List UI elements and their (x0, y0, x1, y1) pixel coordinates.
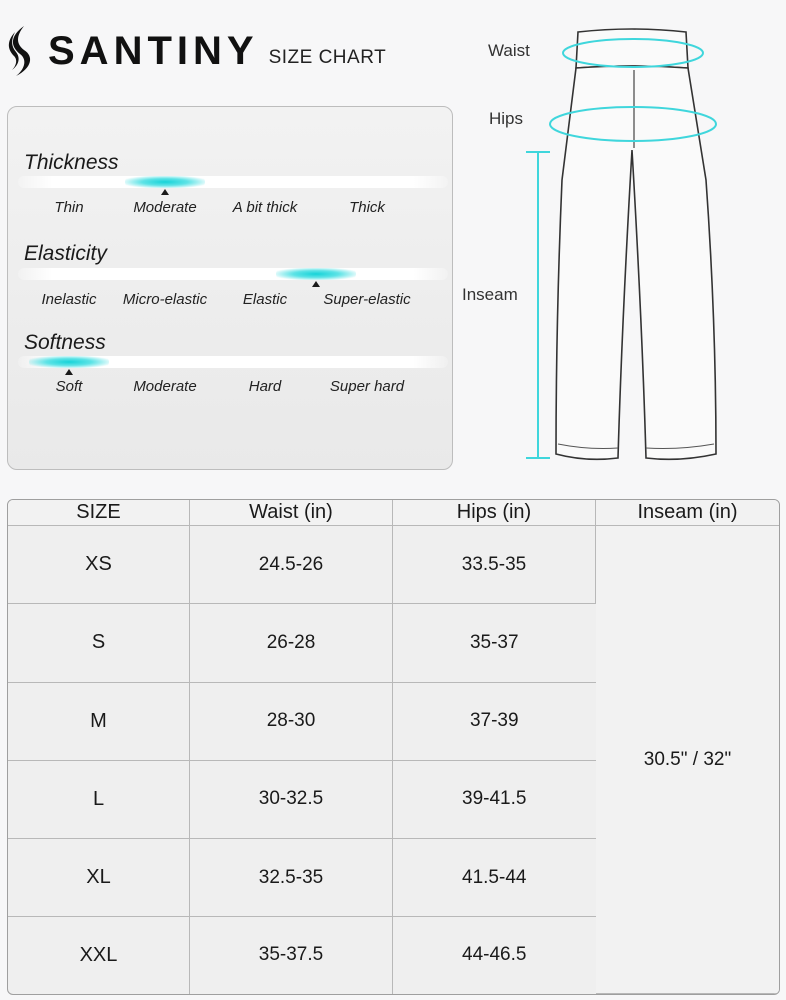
header-size: SIZE (8, 500, 190, 526)
cell-size: L (8, 760, 190, 838)
header-waist: Waist (in) (190, 500, 393, 526)
cell-size: XS (8, 526, 190, 604)
pants-measurement-diagram (462, 20, 786, 470)
property-option: Super-elastic (323, 291, 411, 308)
cell-inseam: 30.5" / 32" (596, 526, 780, 994)
cell-size: XXL (8, 917, 190, 994)
property-level-highlight (125, 176, 205, 188)
cell-size: XL (8, 839, 190, 917)
cell-hips: 33.5-35 (393, 526, 596, 604)
waist-label: Waist (488, 41, 530, 60)
property-scale-track (18, 176, 448, 188)
table-header-row (8, 500, 779, 526)
property-option: Moderate (133, 378, 197, 395)
page-subtitle: SIZE CHART (268, 47, 387, 68)
property-option: Soft (55, 378, 83, 395)
cell-waist: 35-37.5 (190, 917, 393, 994)
fabric-properties-panel (7, 106, 453, 470)
brand-header (6, 22, 386, 80)
property-option: Thick (349, 199, 385, 216)
property-option: Moderate (133, 199, 197, 216)
cell-hips: 35-37 (393, 604, 596, 682)
header-hips: Hips (in) (393, 500, 596, 526)
table-row (8, 526, 779, 604)
property-level-highlight (29, 356, 109, 368)
property-level-highlight (276, 268, 356, 280)
size-chart-table (7, 499, 780, 995)
property-option: Micro-elastic (122, 291, 208, 308)
brand-name: SANTINY (48, 28, 259, 73)
property-title-softness: Softness (24, 331, 106, 354)
property-option: Inelastic (41, 291, 97, 308)
property-option: A bit thick (232, 199, 298, 216)
cell-hips: 44-46.5 (462, 944, 527, 966)
cell-waist: 30-32.5 (190, 760, 393, 838)
hips-label: Hips (489, 109, 524, 128)
property-level-marker-icon (312, 281, 320, 287)
cell-waist: 28-30 (190, 682, 393, 760)
property-title-thickness: Thickness (24, 151, 119, 174)
property-title-elasticity: Elasticity (24, 242, 107, 265)
property-level-marker-icon (65, 369, 73, 375)
cell-hips: 37-39 (393, 682, 596, 760)
header-inseam: Inseam (in) (596, 500, 780, 526)
property-option: Elastic (242, 291, 288, 308)
property-option: Thin (54, 199, 84, 216)
property-scale-track (18, 268, 448, 280)
property-level-marker-icon (161, 189, 169, 195)
inseam-label: Inseam (462, 285, 518, 304)
cell-hips: 39-41.5 (393, 760, 596, 838)
pants-outline-icon (470, 20, 786, 470)
cell-size: S (8, 604, 190, 682)
property-scale-track (18, 356, 448, 368)
cell-waist: 26-28 (190, 604, 393, 682)
santiny-logo-icon (6, 24, 36, 78)
cell-waist: 32.5-35 (190, 839, 393, 917)
property-option: Hard (248, 378, 282, 395)
property-option: Super hard (329, 378, 405, 395)
cell-hips: 41.5-44 (393, 839, 596, 917)
cell-size: M (8, 682, 190, 760)
cell-waist: 24.5-26 (190, 526, 393, 604)
